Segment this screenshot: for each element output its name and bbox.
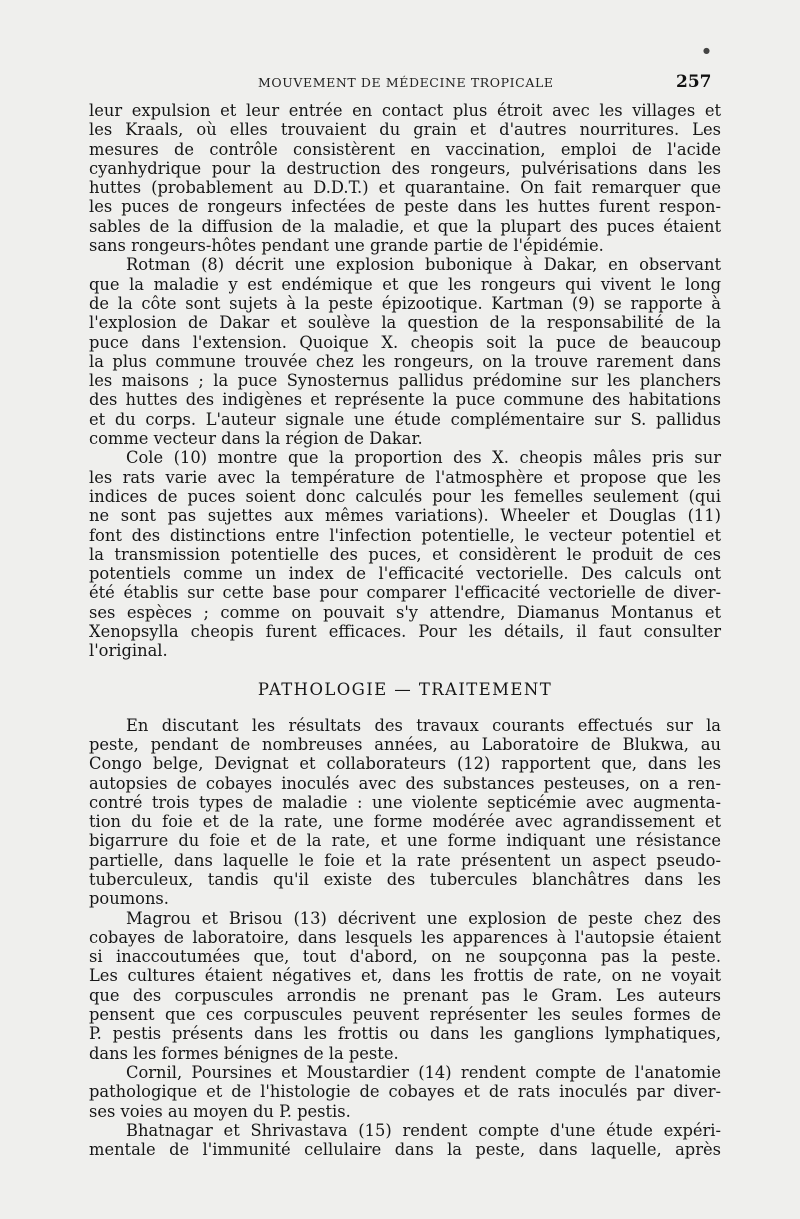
text-line: puce dans l'extension. Quoique X. cheopis soit la puce de beaucoup <box>89 332 721 352</box>
text-line: des huttes des indigènes et représente la puce commune des habitations <box>89 390 721 410</box>
text-line: mentale de l'immunité cellulaire dans la peste, dans laquelle, après <box>89 1140 721 1160</box>
text-line: partielle, dans laquelle le foie et la rate présentent un aspect pseudo- <box>89 850 721 870</box>
text-line: autopsies de cobayes inoculés avec des substances pesteuses, on a ren- <box>89 773 721 793</box>
text-line: indices de puces soient donc calculés pour les femelles seulement (qui <box>89 486 721 506</box>
text-line: ne sont pas sujettes aux mêmes variations). Wheeler et Douglas (11) <box>89 506 721 526</box>
text-line: été établis sur cette base pour comparer l'efficacité vectorielle de diver- <box>89 583 721 603</box>
text-line: ses espèces ; comme on pouvait s'y attendre, Diamanus Montanus et <box>89 602 721 622</box>
running-title: MOUVEMENT DE MÉDECINE TROPICALE <box>258 75 554 90</box>
text-line: les Kraals, où elles trouvaient du grain et d'autres nourritures. Les <box>89 120 721 140</box>
text-line: tuberculeux, tandis qu'il existe des tubercules blanchâtres dans les <box>89 869 721 889</box>
paragraph <box>89 909 721 1063</box>
text-line: les rats varie avec la température de l'atmosphère et propose que les <box>89 467 721 487</box>
text-line: la plus commune trouvée chez les rongeurs, on la trouve rarement dans <box>89 351 721 371</box>
paragraph <box>89 1063 721 1121</box>
text-line: l'explosion de Dakar et soulève la question de la responsabilité de la <box>89 313 721 333</box>
text-line: l'original. <box>89 641 168 661</box>
text-line: sables de la diffusion de la maladie, et que la plupart des puces étaient <box>89 216 721 236</box>
text-line: Congo belge, Devignat et collaborateurs (12) rapportent que, dans les <box>89 754 721 774</box>
page-header <box>0 72 800 95</box>
text-line: peste, pendant de nombreuses années, au Laboratoire de Blukwa, au <box>89 734 721 754</box>
text-line: P. pestis présents dans les frottis ou dans les ganglions lymphatiques, <box>89 1024 721 1044</box>
text-line: contré trois types de maladie : une violente septicémie avec augmenta- <box>89 792 721 812</box>
text-line: poumons. <box>89 889 169 909</box>
text-line: Rotman (8) décrit une explosion bubonique à Dakar, en observant <box>126 255 721 275</box>
paragraph <box>89 255 721 448</box>
paragraph <box>89 1121 721 1160</box>
text-line: de la côte sont sujets à la peste épizootique. Kartman (9) se rapporte à <box>89 293 721 313</box>
text-line: cyanhydrique pour la destruction des rongeurs, pulvérisations dans les <box>89 158 721 178</box>
section-heading: PATHOLOGIE — TRAITEMENT <box>257 679 553 699</box>
page-number: 257 <box>676 72 712 92</box>
text-line: huttes (probablement au D.D.T.) et quarantaine. On fait remarquer que <box>89 178 721 198</box>
text-line: et du corps. L'auteur signale une étude complémentaire sur S. pallidus <box>89 409 721 429</box>
text-line: pensent que ces corpuscules peuvent représenter les seules formes de <box>89 1005 721 1025</box>
text-line: Cornil, Poursines et Moustardier (14) rendent compte de l'anatomie <box>126 1062 721 1082</box>
paragraph <box>89 101 721 255</box>
text-line: Magrou et Brisou (13) décrivent une explosion de peste chez des <box>126 908 721 928</box>
paragraph <box>89 716 721 909</box>
text-line: que la maladie y est endémique et que les rongeurs qui vivent le long <box>89 274 721 294</box>
corner-dot-mark: ● <box>703 46 710 55</box>
text-line: comme vecteur dans la région de Dakar. <box>89 429 423 449</box>
text-line: dans les formes bénignes de la peste. <box>89 1043 399 1063</box>
text-line: si inaccoutumées que, tout d'abord, on ne soupçonna pas la peste. <box>89 947 721 967</box>
text-line: Cole (10) montre que la proportion des X. cheopis mâles pris sur <box>126 448 721 468</box>
text-line: cobayes de laboratoire, dans lesquels les apparences à l'autopsie étaient <box>89 927 721 947</box>
text-line: que des corpuscules arrondis ne prenant pas le Gram. Les auteurs <box>89 985 721 1005</box>
text-line: Bhatnagar et Shrivastava (15) rendent compte d'une étude expéri- <box>126 1120 721 1140</box>
text-line: Les cultures étaient négatives et, dans les frottis de rate, on ne voyait <box>89 966 721 986</box>
text-line: leur expulsion et leur entrée en contact plus étroit avec les villages et <box>89 101 721 120</box>
text-line: la transmission potentielle des puces, et considèrent le produit de ces <box>89 544 721 564</box>
text-line: les puces de rongeurs infectées de peste dans les huttes furent respon- <box>89 197 721 217</box>
text-line: potentiels comme un index de l'efficacité vectorielle. Des calculs ont <box>89 564 721 584</box>
text-line: ses voies au moyen du P. pestis. <box>89 1101 351 1121</box>
text-line: les maisons ; la puce Synosternus pallidus prédomine sur les planchers <box>89 371 721 391</box>
text-line: bigarrure du foie et de la rate, et une forme indiquant une résistance <box>89 831 721 851</box>
text-line: tion du foie et de la rate, une forme modérée avec agrandissement et <box>89 812 721 832</box>
text-line: sans rongeurs-hôtes pendant une grande partie de l'épidémie. <box>89 236 604 256</box>
text-line: pathologique et de l'histologie de cobayes et de rats inoculés par diver- <box>89 1082 721 1102</box>
text-line: Xenopsylla cheopis furent efficaces. Pour les détails, il faut consulter <box>89 622 721 642</box>
body-text <box>89 101 721 1159</box>
text-line: En discutant les résultats des travaux courants effectués sur la <box>126 715 721 735</box>
text-line: mesures de contrôle consistèrent en vaccination, emploi de l'acide <box>89 139 721 159</box>
paragraph <box>89 448 721 660</box>
text-line: font des distinctions entre l'infection potentielle, le vecteur potentiel et <box>89 525 721 545</box>
